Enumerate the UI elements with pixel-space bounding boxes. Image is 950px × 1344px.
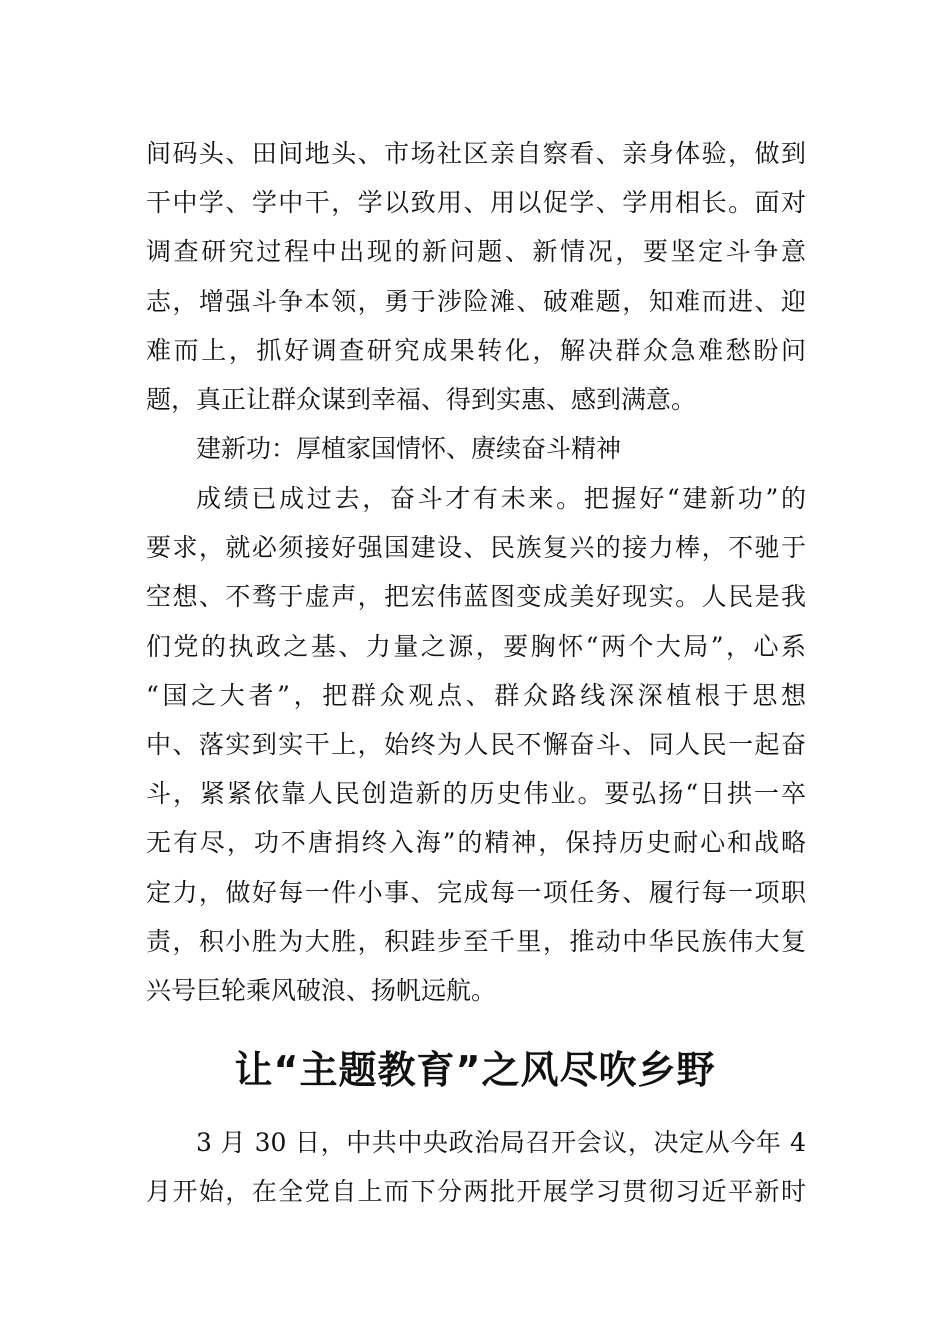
section-subheading — [146, 424, 806, 473]
paragraph-line: 斗，紧紧依靠人民创造新的历史伟业。要弘扬“日拱一卒 — [146, 779, 806, 809]
paragraph-line: “国之大者”，把群众观点、群众路线深深植根于思想 — [146, 680, 806, 710]
paragraph-line: 难而上，抓好调查研究成果转化，解决群众急难愁盼问 — [146, 335, 806, 365]
paragraph-line: 间码头、田间地头、市场社区亲自察看、亲身体验，做到 — [146, 139, 806, 168]
paragraph-line: 定力，做好每一件小事、完成每一项任务、履行每一项职 — [146, 877, 806, 907]
paragraph-line: 责，积小胜为大胜，积跬步至千里，推动中华民族伟大复 — [146, 926, 806, 956]
paragraph-line: 兴号巨轮乘风破浪、扬帆远航。 — [146, 975, 497, 1005]
paragraph-line: 中、落实到实干上，始终为人民不懈奋斗、同人民一起奋 — [146, 729, 806, 759]
article-title: 让“主题教育”之风尽吹乡野 — [234, 1048, 716, 1092]
paragraph-article-opening — [146, 1118, 806, 1216]
paragraph-line: 干中学、学中干，学以致用、用以促学、学用相长。面对 — [146, 188, 806, 218]
subheading-text: 建新功：厚植家国情怀、赓续奋斗精神 — [196, 434, 622, 463]
paragraph-line: 要求，就必须接好强国建设、民族复兴的接力棒，不驰于 — [146, 533, 806, 563]
paragraph-line: 无有尽，功不唐捐终入海”的精神，保持历史耐心和战略 — [146, 828, 806, 858]
paragraph-line: 题，真正让群众谋到幸福、得到实惠、感到满意。 — [146, 384, 697, 414]
paragraph-line: 3 月 30 日，中共中央政治局召开会议，决定从今年 4 — [196, 1128, 806, 1157]
paragraph-line: 月开始，在全党自上而下分两批开展学习贯彻习近平新时 — [146, 1177, 806, 1207]
paragraph-line: 调查研究过程中出现的新问题、新情况，要坚定斗争意 — [146, 237, 806, 267]
paragraph-investigation — [146, 129, 806, 424]
paragraph-new-achievements — [146, 474, 806, 1015]
paragraph-line: 们党的执政之基、力量之源，要胸怀“两个大局”，心系 — [146, 631, 806, 661]
paragraph-line: 志，增强斗争本领，勇于涉险滩、破难题，知难而进、迎 — [146, 286, 806, 316]
paragraph-line: 成绩已成过去，奋斗才有未来。把握好“建新功”的 — [196, 484, 806, 513]
paragraph-line: 空想、不骛于虚声，把宏伟蓝图变成美好现实。人民是我 — [146, 582, 806, 612]
